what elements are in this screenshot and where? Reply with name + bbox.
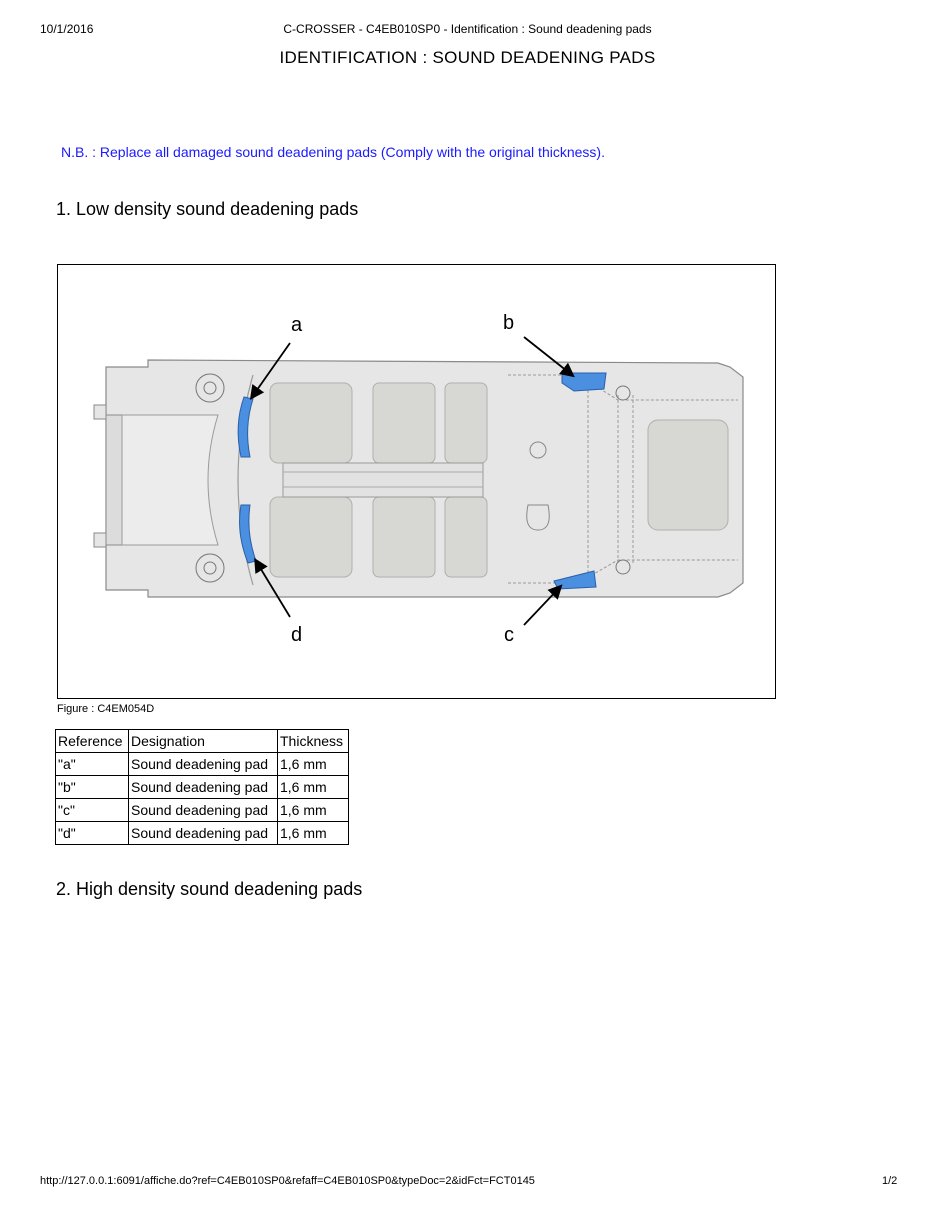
mid-left-floor-panel xyxy=(373,383,435,463)
center-tunnel xyxy=(283,463,483,497)
table-header-row xyxy=(56,730,349,753)
cell-thickness: 1,6 mm xyxy=(278,753,349,776)
cell-thickness: 1,6 mm xyxy=(278,799,349,822)
label-d: d xyxy=(291,624,303,646)
cell-reference: "d" xyxy=(56,822,129,845)
page-number: 1/2 xyxy=(882,1175,898,1187)
engine-bay xyxy=(122,415,218,545)
footer-url: http://127.0.0.1:6091/affiche.do?ref=C4EB010SP0&refaff=C4EB010SP0&typeDoc=2&idFct=FCT0145 xyxy=(40,1175,535,1187)
label-b: b xyxy=(503,312,515,334)
cell-reference: "a" xyxy=(56,753,129,776)
cell-designation: Sound deadening pad xyxy=(129,822,278,845)
reference-table xyxy=(55,729,349,845)
nb-note: N.B. : Replace all damaged sound deadening pads (Comply with the original thickness). xyxy=(61,144,605,160)
table-row xyxy=(56,753,349,776)
cell-thickness: 1,6 mm xyxy=(278,822,349,845)
rear-right-floor-panel xyxy=(445,497,487,577)
document-header-title: C-CROSSER - C4EB010SP0 - Identification : Sound deadening pads xyxy=(283,22,652,36)
label-a: a xyxy=(291,314,303,336)
print-date: 10/1/2016 xyxy=(40,22,94,36)
column-header-reference: Reference xyxy=(56,730,129,753)
column-header-designation: Designation xyxy=(129,730,278,753)
underbody-figure xyxy=(57,264,776,699)
front-strut-lower xyxy=(196,554,224,582)
cell-reference: "c" xyxy=(56,799,129,822)
table-row xyxy=(56,776,349,799)
label-c: c xyxy=(504,624,514,646)
front-tab-lower xyxy=(94,533,106,547)
front-left-floor-panel xyxy=(270,383,352,463)
cell-designation: Sound deadening pad xyxy=(129,776,278,799)
table-row xyxy=(56,822,349,845)
front-tab-upper xyxy=(94,405,106,419)
cell-designation: Sound deadening pad xyxy=(129,799,278,822)
vehicle-underbody-diagram xyxy=(58,265,775,698)
figure-caption: Figure : C4EM054D xyxy=(57,703,155,715)
spare-wheel-panel xyxy=(648,420,728,530)
cell-designation: Sound deadening pad xyxy=(129,753,278,776)
front-right-floor-panel xyxy=(270,497,352,577)
column-header-thickness: Thickness xyxy=(278,730,349,753)
section-heading-high-density: 2. High density sound deadening pads xyxy=(56,879,363,899)
front-strut-upper xyxy=(196,374,224,402)
page-title: IDENTIFICATION : SOUND DEADENING PADS xyxy=(279,48,656,67)
cell-thickness: 1,6 mm xyxy=(278,776,349,799)
table-row xyxy=(56,799,349,822)
front-crossmember xyxy=(106,415,122,545)
mid-right-floor-panel xyxy=(373,497,435,577)
cell-reference: "b" xyxy=(56,776,129,799)
rear-left-floor-panel xyxy=(445,383,487,463)
section-heading-low-density: 1. Low density sound deadening pads xyxy=(56,199,359,219)
